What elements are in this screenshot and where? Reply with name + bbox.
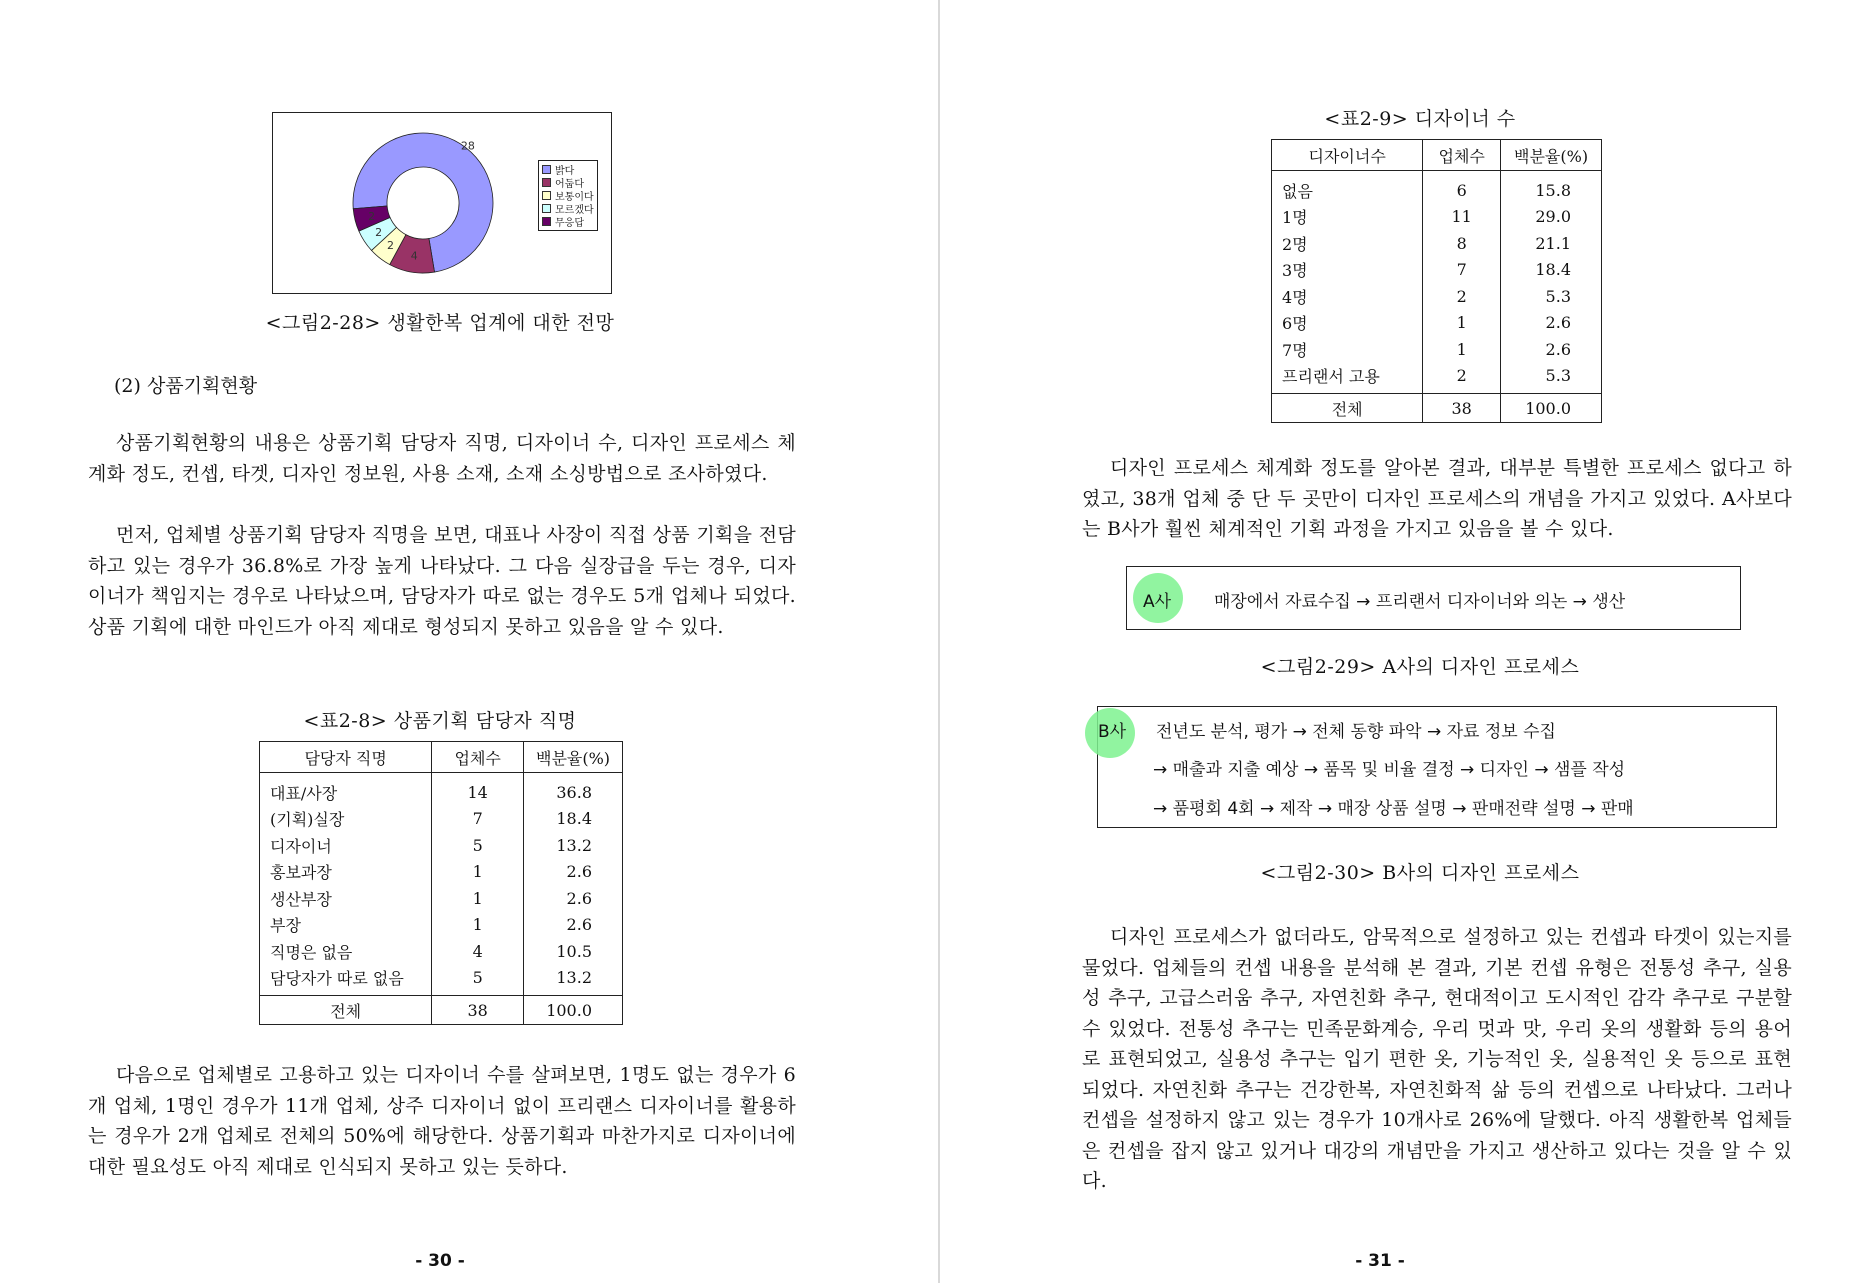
table-cell: 프리랜서 고용 (1272, 363, 1423, 394)
table-cell: 5.3 (1501, 283, 1602, 310)
table-cell: 대표/사장 (260, 773, 432, 806)
table-cell: 36.8 (524, 773, 623, 806)
table-total-row (260, 996, 623, 1025)
legend-swatch (542, 191, 551, 200)
badge-b-label: B사 (1098, 722, 1127, 742)
figure-caption: <그림2-29> A사의 디자인 프로세스 (1260, 656, 1580, 678)
process-a-box (1126, 566, 1741, 630)
table-cell: 2명 (1272, 230, 1423, 257)
table-row (1272, 310, 1602, 337)
table-caption: <표2-9> 디자이너 수 (1324, 108, 1516, 130)
table-cell: 2.6 (524, 859, 623, 886)
table-cell: 7 (432, 806, 524, 833)
chart-caption: <그림2-28> 생활한복 업계에 대한 전망 (265, 312, 615, 334)
table-cell: 1명 (1272, 204, 1423, 231)
table-row (1272, 204, 1602, 231)
table-row (1272, 283, 1602, 310)
legend-label: 보통이다 (555, 192, 594, 203)
table-row (260, 938, 623, 965)
legend-label: 모르겠다 (555, 205, 594, 216)
table-cell: 15.8 (1501, 171, 1602, 204)
paragraph: 다음으로 업체별로 고용하고 있는 디자이너 수를 살펴보면, 1명도 없는 경우가 6개 업체, 1명인 경우가 11개 업체, 상주 디자이너 없이 프리랜스 디자이너를 활용하는 경우가 2개 업체로 전체의 50%에 해당한다. 상품기획과 마찬가지로 디자이너에 대한 필요성도 아직 제대로 인식되지 못하고 있는 듯하다. (88, 1064, 796, 1178)
table-header-cell: 담당자 직명 (260, 742, 432, 773)
right-page (940, 0, 1865, 1283)
figure-caption: <그림2-30> B사의 디자인 프로세스 (1260, 862, 1580, 884)
table-row (1272, 336, 1602, 363)
table-cell: 담당자가 따로 없음 (260, 965, 432, 996)
section-heading: (2) 상품기획현황 (114, 375, 258, 397)
table-cell: 5 (432, 832, 524, 859)
table-cell: 3명 (1272, 257, 1423, 284)
table-cell: 4명 (1272, 283, 1423, 310)
table-cell: 5.3 (1501, 363, 1602, 394)
table-row (260, 773, 623, 806)
badge-a-label: A사 (1143, 592, 1172, 612)
table-row (1272, 363, 1602, 394)
table-header-cell: 업체수 (432, 742, 524, 773)
table-header-row (260, 742, 623, 773)
table-cell: 1 (432, 859, 524, 886)
table-cell: 21.1 (1501, 230, 1602, 257)
table-cell: 7 (1423, 257, 1501, 284)
table-cell: 18.4 (524, 806, 623, 833)
table-cell: 8 (1423, 230, 1501, 257)
table-cell: 없음 (1272, 171, 1423, 204)
table-header-cell: 업체수 (1423, 140, 1501, 171)
donut-chart-plot (323, 113, 523, 293)
table-cell: 6 (1423, 171, 1501, 204)
page-number: - 31 - (1355, 1251, 1405, 1271)
table-cell: 전체 (260, 996, 432, 1025)
paragraph: 디자인 프로세스 체계화 정도를 알아본 결과, 대부분 특별한 프로세스 없다고 하였고, 38개 업체 중 단 두 곳만이 디자인 프로세스의 개념을 가지고 있었다. A사보다는 B사가 훨씬 체계적인 기획 과정을 가지고 있음을 볼 수 있다. (1082, 457, 1792, 540)
table-cell: 2 (1423, 363, 1501, 394)
table-cell: 100.0 (524, 996, 623, 1025)
table-cell: 100.0 (1501, 394, 1602, 423)
table-cell: 38 (1423, 394, 1501, 423)
table-cell: 2 (1423, 283, 1501, 310)
table-cell: 1 (1423, 336, 1501, 363)
table-row (1272, 171, 1602, 204)
table-row (260, 885, 623, 912)
donut-chart (272, 112, 612, 294)
process-b-line: 전년도 분석, 평가 → 전체 동향 파악 → 자료 정보 수집 (1156, 722, 1556, 742)
table-cell: 부장 (260, 912, 432, 939)
chart-legend (538, 160, 598, 231)
legend-swatch (542, 217, 551, 226)
donut-data-label: 4 (410, 249, 418, 263)
table-cell: 1 (432, 912, 524, 939)
table-cell: 29.0 (1501, 204, 1602, 231)
legend-label: 밝다 (555, 166, 575, 177)
page-number: - 30 - (415, 1251, 465, 1271)
table-row (1272, 230, 1602, 257)
table-cell: (기획)실장 (260, 806, 432, 833)
paragraph: 상품기획현황의 내용은 상품기획 담당자 직명, 디자이너 수, 디자인 프로세스 체계화 정도, 컨셉, 타겟, 디자인 정보원, 사용 소재, 소재 소싱방법으로 조사하였다. (88, 432, 796, 485)
process-b-box (1097, 706, 1777, 828)
legend-swatch (542, 204, 551, 213)
table-row (260, 859, 623, 886)
table-cell: 2.6 (1501, 310, 1602, 337)
table-cell: 1 (432, 885, 524, 912)
table-cell: 4 (432, 938, 524, 965)
table-cell: 1 (1423, 310, 1501, 337)
table-cell: 생산부장 (260, 885, 432, 912)
table-row (1272, 257, 1602, 284)
table-row (260, 806, 623, 833)
table-header-cell: 디자이너수 (1272, 140, 1423, 171)
table-cell: 전체 (1272, 394, 1423, 423)
process-b-line: → 매출과 지출 예상 → 품목 및 비율 결정 → 디자인 → 샘플 작성 (1153, 760, 1626, 780)
table-cell: 디자이너 (260, 832, 432, 859)
table-cell: 2.6 (1501, 336, 1602, 363)
donut-data-label: 2 (386, 238, 394, 252)
table-cell: 7명 (1272, 336, 1423, 363)
table-total-row (1272, 394, 1602, 423)
table-cell: 2.6 (524, 885, 623, 912)
data-table (259, 741, 623, 1025)
table-cell: 18.4 (1501, 257, 1602, 284)
table-cell: 13.2 (524, 832, 623, 859)
table-cell: 38 (432, 996, 524, 1025)
table-cell: 직명은 없음 (260, 938, 432, 965)
legend-swatch (542, 165, 551, 174)
table-cell: 14 (432, 773, 524, 806)
table-header-cell: 백분율(%) (524, 742, 623, 773)
table-header-cell: 백분율(%) (1501, 140, 1602, 171)
table-cell: 11 (1423, 204, 1501, 231)
table-row (260, 965, 623, 996)
paragraph: 먼저, 업체별 상품기획 담당자 직명을 보면, 대표나 사장이 직접 상품 기획을 전담하고 있는 경우가 36.8%로 가장 높게 나타났다. 그 다음 실장급을 두는 경우, 디자이너가 책임지는 경우로 나타났으며, 담당자가 따로 없는 경우도 5개 업체나 되었다. 상품 기획에 대한 마인드가 아직 제대로 형성되지 못하고 있음을 알 수 있다. (88, 524, 796, 638)
process-a-text: 매장에서 자료수집 → 프리랜서 디자이너와 의논 → 생산 (1214, 592, 1626, 612)
table-cell: 5 (432, 965, 524, 996)
legend-label: 어둡다 (555, 179, 584, 190)
legend-label: 무응답 (555, 218, 584, 229)
donut-data-label: 28 (460, 139, 475, 153)
donut-data-label: 2 (375, 225, 383, 239)
legend-swatch (542, 178, 551, 187)
table-cell: 홍보과장 (260, 859, 432, 886)
table-caption: <표2-8> 상품기획 담당자 직명 (303, 710, 577, 732)
table-row (260, 912, 623, 939)
paragraph: 디자인 프로세스가 없더라도, 암묵적으로 설정하고 있는 컨셉과 타겟이 있는지를 물었다. 업체들의 컨셉 내용을 분석해 본 결과, 기본 컨셉 유형은 전통성 추구, 실용성 추구, 고급스러움 추구, 자연친화 추구, 현대적이고 도시적인 감각 추구로 구분할 수 있었다. 전통성 추구는 민족문화계승, 우리 멋과 맛, 우리 옷의 생활화 등의 용어로 표현되었고, 실용성 추구는 입기 편한 옷, 기능적인 옷, 실용적인 옷 등으로 표현되었다. 자연친화 추구는 건강한복, 자연친화적 삶 등의 컨셉으로 나타났다. 그러나 컨셉을 설정하지 않고 있는 경우가 10개사로 26%에 달했다. 아직 생활한복 업체들은 컨셉을 잡지 않고 있거나 대강의 개념만을 가지고 생산하고 있다는 것을 알 수 있다. (1082, 926, 1792, 1192)
table-row (260, 832, 623, 859)
table-header-row (1272, 140, 1602, 171)
table-cell: 2.6 (524, 912, 623, 939)
data-table (1271, 139, 1602, 423)
table-cell: 6명 (1272, 310, 1423, 337)
donut-data-label: 2 (368, 210, 376, 224)
legend-item (542, 215, 594, 228)
process-b-line: → 품평회 4회 → 제작 → 매장 상품 설명 → 판매전략 설명 → 판매 (1153, 799, 1634, 819)
table-cell: 13.2 (524, 965, 623, 996)
table-cell: 10.5 (524, 938, 623, 965)
